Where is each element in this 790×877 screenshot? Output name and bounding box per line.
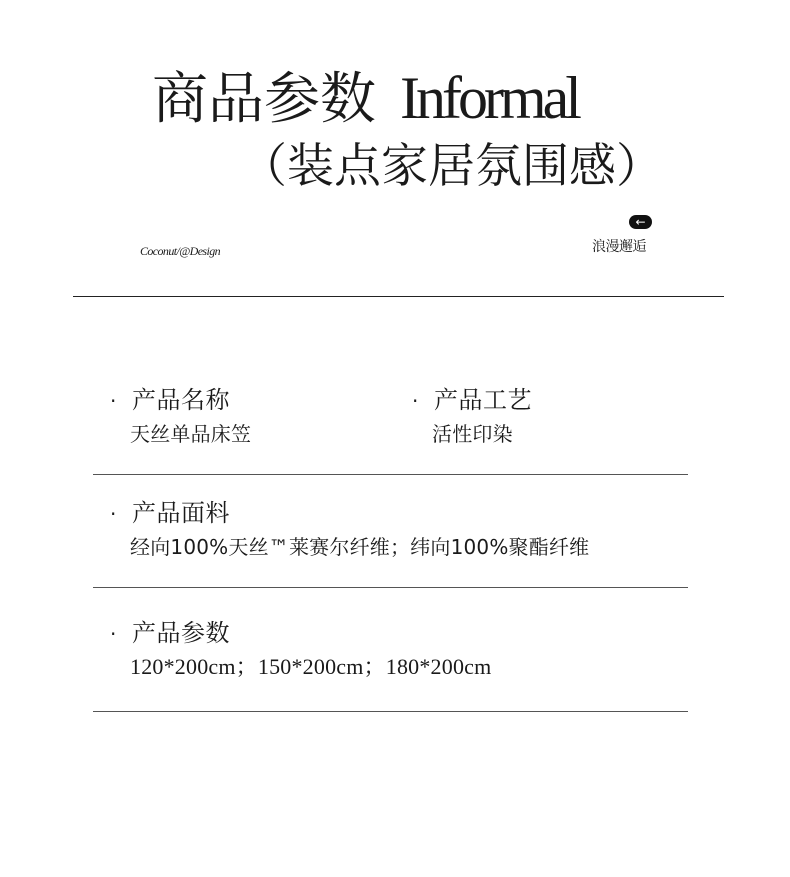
field-product-name (110, 385, 251, 448)
page-title (152, 62, 578, 136)
field-product-fabric (110, 498, 589, 561)
bullet: · (110, 622, 117, 646)
page-subtitle: （装点家居氛围感） (240, 141, 663, 193)
title-english: Informal (400, 65, 578, 131)
bullet: · (110, 502, 117, 526)
field-value: 120*200cm；150*200cm；180*200cm (130, 654, 492, 679)
field-product-craft (412, 385, 532, 448)
bullet: · (412, 389, 419, 413)
field-label (110, 618, 491, 649)
header-divider (73, 296, 724, 297)
field-label (110, 385, 251, 416)
row-divider (93, 711, 688, 712)
field-label-text: 产品参数 (132, 619, 230, 647)
bullet: · (110, 389, 117, 413)
arrow-left-icon: ← (629, 215, 652, 229)
field-value: 天丝单品床笠 (130, 422, 252, 446)
field-value: 经向100%天丝™莱赛尔纤维；纬向100%聚酯纤维 (130, 535, 590, 559)
field-label-text: 产品面料 (132, 499, 230, 527)
title-chinese: 商品参数 (152, 69, 376, 131)
field-label-text: 产品名称 (132, 386, 230, 414)
field-product-size (110, 618, 491, 681)
row-divider (93, 474, 688, 475)
field-value: 活性印染 (432, 422, 513, 446)
caption-text: 浪漫邂逅 (592, 239, 646, 255)
brand-text: Coconut/@Design (140, 244, 221, 258)
field-label (110, 498, 589, 529)
field-label-text: 产品工艺 (434, 386, 532, 414)
row-divider (93, 587, 688, 588)
field-label (412, 385, 532, 416)
